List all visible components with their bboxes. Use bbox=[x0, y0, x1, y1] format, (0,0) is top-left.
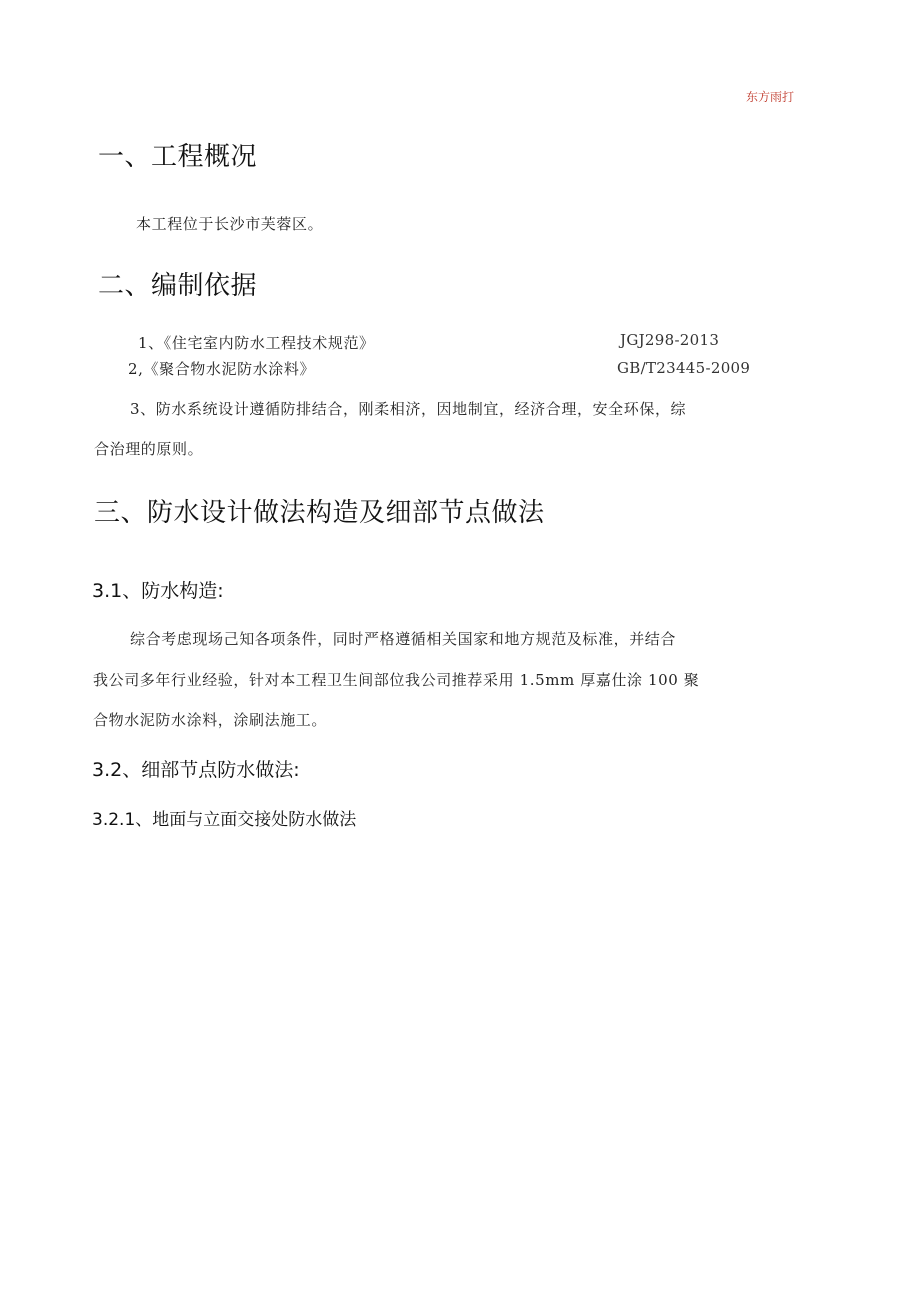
section-3-title: 三、防水设计做法构造及细部节点做法 bbox=[94, 498, 545, 528]
basis-item-2: 2,《聚合物水泥防水涂料》 bbox=[128, 360, 316, 378]
basis-item-1-code: JGJ298-2013 bbox=[620, 331, 720, 349]
basis-item-3-line-2: 合治理的原则。 bbox=[94, 440, 204, 458]
section-1-paragraph: 本工程位于长沙市芙蓉区。 bbox=[136, 215, 324, 233]
subsection-3-1-title: 3.1、防水构造: bbox=[92, 580, 224, 602]
subsection-3-1-line-3: 合物水泥防水涂料，涂刷法施工。 bbox=[93, 711, 328, 729]
basis-item-1: 1、《住宅室内防水工程技术规范》 bbox=[138, 334, 375, 352]
section-2-title: 二、编制依据 bbox=[98, 271, 258, 301]
subsection-3-2-1-title: 3.2.1、地面与立面交接处防水做法 bbox=[92, 810, 357, 830]
basis-item-2-code: GB/T23445-2009 bbox=[617, 359, 751, 377]
subsection-3-2-title: 3.2、细部节点防水做法: bbox=[92, 759, 300, 781]
section-1-title: 一、工程概况 bbox=[98, 142, 258, 172]
brand-mark: 东方雨打 bbox=[746, 90, 795, 104]
subsection-3-1-line-2: 我公司多年行业经验，针对本工程卫生间部位我公司推荐采用 1.5mm 厚嘉仕涂 100 聚 bbox=[93, 671, 700, 689]
basis-item-3-line-1: 3、防水系统设计遵循防排结合，刚柔相济，因地制宜，经济合理，安全环保，综 bbox=[130, 400, 687, 418]
subsection-3-1-line-1: 综合考虑现场己知各项条件，同时严格遵循相关国家和地方规范及标准，并结合 bbox=[130, 630, 677, 648]
